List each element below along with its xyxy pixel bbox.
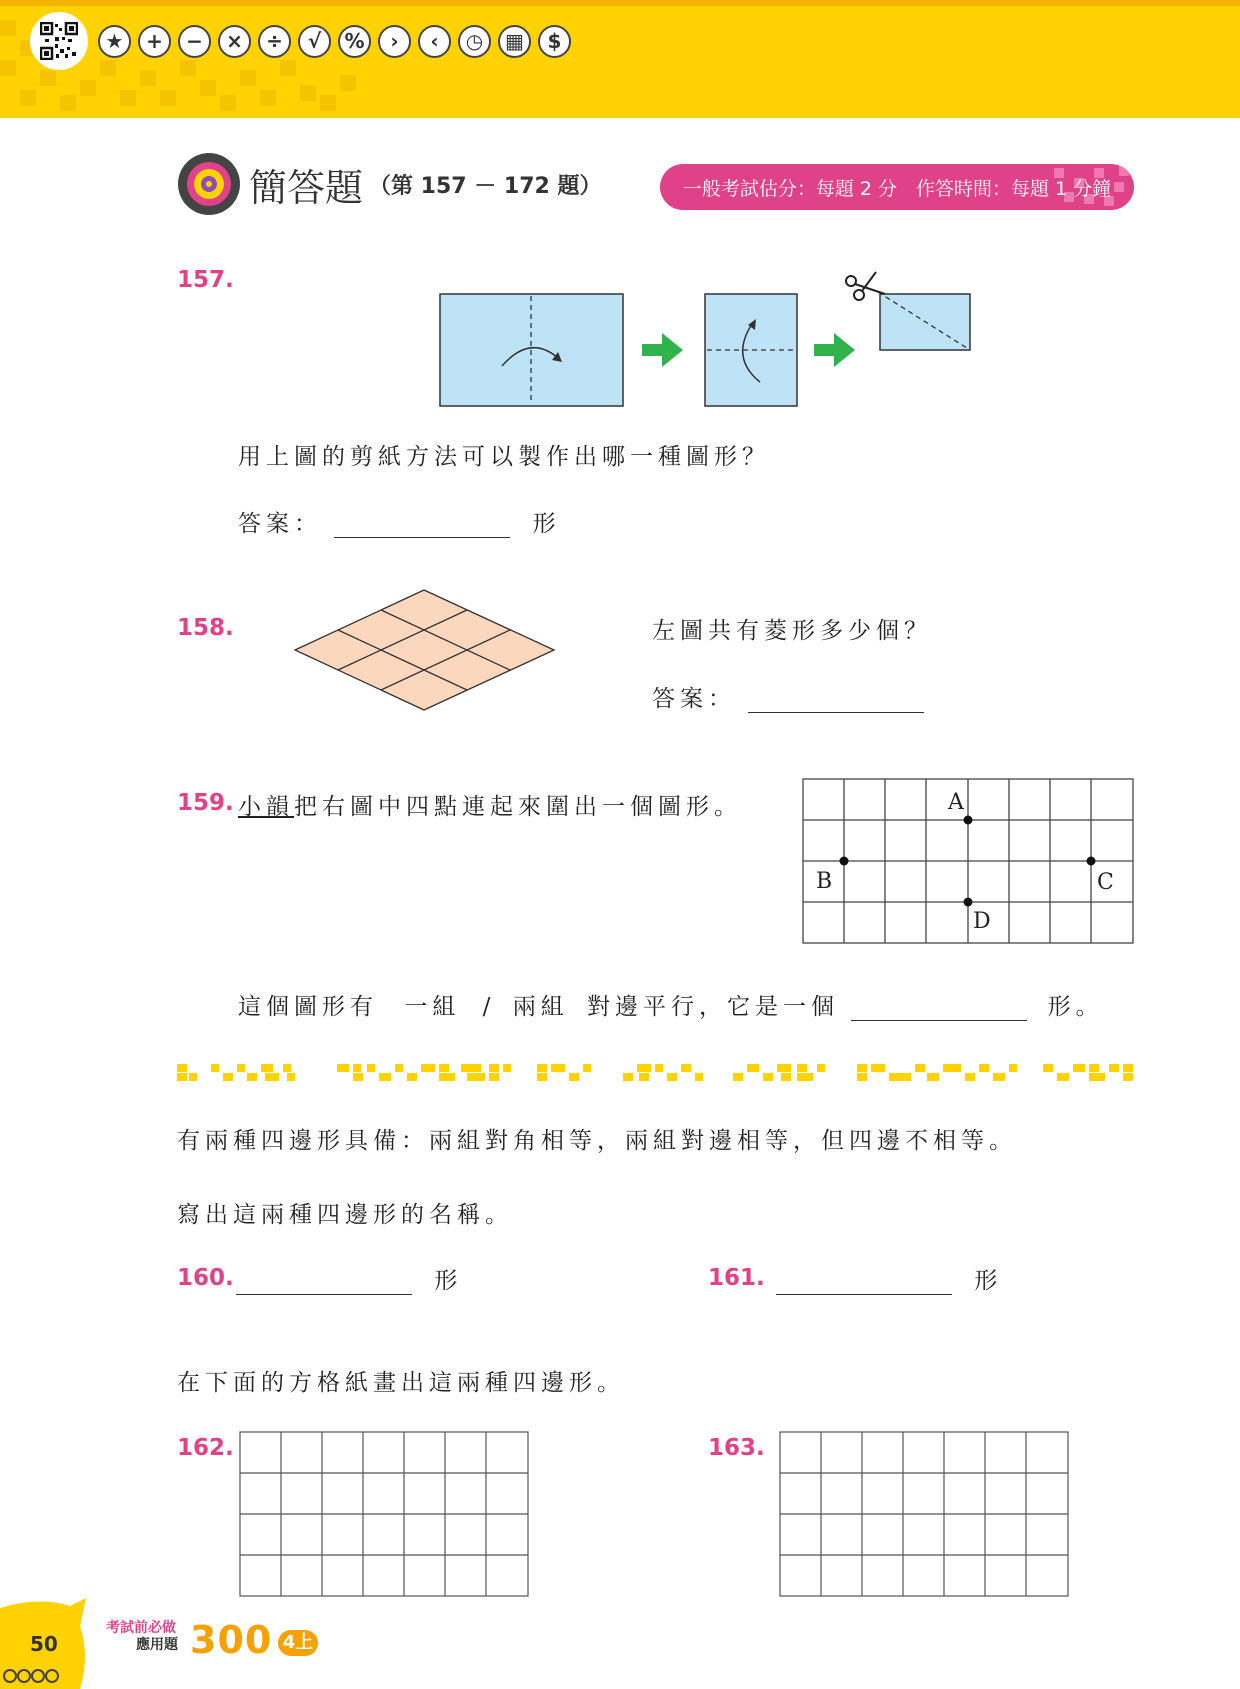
q160-number: 160. (177, 1265, 234, 1291)
point-d (964, 898, 973, 907)
label-b: B (816, 869, 833, 894)
q157-answer-row (238, 505, 561, 538)
book-title (106, 1620, 178, 1654)
q158-answer-row (652, 680, 924, 713)
q157-answer-blank[interactable] (334, 511, 510, 538)
label-c: C (1097, 870, 1114, 895)
label-d: D (973, 909, 991, 934)
q159-option-separator: / (482, 994, 491, 1020)
qr-code-icon[interactable] (30, 12, 88, 70)
q162-number: 162. (177, 1435, 234, 1461)
q159-answer-blank[interactable] (851, 994, 1027, 1021)
calculator-icon[interactable]: ▦ (498, 25, 531, 58)
q158-rhombus-grid (290, 588, 560, 712)
percent-icon[interactable]: % (338, 25, 371, 58)
green-arrow-icon (814, 333, 855, 367)
star-icon[interactable]: ★ (98, 25, 131, 58)
section-title: 簡答題 (249, 165, 364, 210)
grade-badge: 4上 (278, 1630, 318, 1656)
q163-number: 163. (708, 1435, 765, 1461)
q159-point-grid (800, 776, 1136, 946)
sqrt-icon[interactable]: √ (298, 25, 331, 58)
point-c (1087, 857, 1096, 866)
point-a (964, 816, 973, 825)
draw-instruction: 在下面的方格紙畫出這兩種四邊形。 (177, 1370, 625, 1396)
q163-drawing-grid[interactable] (778, 1430, 1072, 1598)
q159-statement-prefix: 這個圖形有 (238, 994, 378, 1020)
q159-question (238, 788, 742, 821)
q162-drawing-grid[interactable] (238, 1430, 532, 1598)
intro-line-1: 有兩種四邊形具備：兩組對角相等，兩組對邊相等，但四邊不相等。 (177, 1128, 1017, 1154)
q160-answer-blank[interactable] (236, 1266, 412, 1295)
point-b (840, 857, 849, 866)
q157-question: 用上圖的剪紙方法可以製作出哪一種圖形？ (238, 444, 770, 470)
q159-statement-mid: 對邊平行，它是一個 (587, 994, 839, 1020)
dollar-icon[interactable]: $ (538, 25, 571, 58)
q161-number: 161. (708, 1265, 765, 1291)
q159-option-two[interactable]: 兩組 (512, 994, 569, 1020)
q159-statement-suffix: 形。 (1047, 994, 1104, 1020)
section-badge-icon (177, 152, 241, 216)
times-icon[interactable]: × (218, 25, 251, 58)
scissors-icon (846, 272, 885, 300)
q157-answer-suffix: 形 (532, 511, 561, 537)
toolbar (30, 10, 578, 72)
score-info-badge (660, 164, 1134, 210)
section-divider (177, 1062, 1134, 1082)
q160-answer-row (236, 1262, 462, 1295)
section-range: （第 157 － 172 題） (369, 173, 602, 199)
book-number: 300 (190, 1618, 273, 1662)
q158-number: 158. (177, 615, 234, 641)
q159-statement (238, 988, 1104, 1021)
q161-answer-blank[interactable] (776, 1266, 952, 1295)
q159-name: 小韻 (238, 794, 294, 820)
label-a: A (948, 790, 964, 815)
q161-suffix: 形 (974, 1268, 1003, 1294)
chevron-left-icon[interactable]: ‹ (418, 25, 451, 58)
chevron-right-icon[interactable]: › (378, 25, 411, 58)
book-title-line-1: 考試前必做 (106, 1620, 176, 1636)
q157-answer-label: 答案： (238, 511, 322, 537)
score-info-text: 一般考試估分：每題 2 分 作答時間：每題 1 分鐘 (682, 177, 1112, 200)
intro-line-2: 寫出這兩種四邊形的名稱。 (177, 1202, 513, 1228)
q161-answer-row (776, 1262, 1002, 1295)
plus-icon[interactable]: + (138, 25, 171, 58)
green-arrow-icon (642, 333, 683, 367)
clock-icon[interactable]: ◷ (458, 25, 491, 58)
q157-number: 157. (177, 267, 234, 293)
q160-suffix: 形 (434, 1268, 463, 1294)
q158-answer-label: 答案： (652, 686, 736, 712)
minus-icon[interactable]: − (178, 25, 211, 58)
book-title-line-2: 應用題 (136, 1637, 178, 1653)
section-header (177, 152, 602, 216)
q159-option-one[interactable]: 一組 (404, 994, 461, 1020)
q157-folding-diagram (430, 262, 980, 412)
q158-answer-blank[interactable] (748, 686, 924, 713)
q159-number: 159. (177, 790, 234, 816)
page-number: 50 (30, 1632, 58, 1656)
q158-question: 左圖共有菱形多少個？ (652, 618, 932, 644)
q159-question-rest: 把右圖中四點連起來圍出一個圖形。 (294, 794, 742, 820)
divide-icon[interactable]: ÷ (258, 25, 291, 58)
